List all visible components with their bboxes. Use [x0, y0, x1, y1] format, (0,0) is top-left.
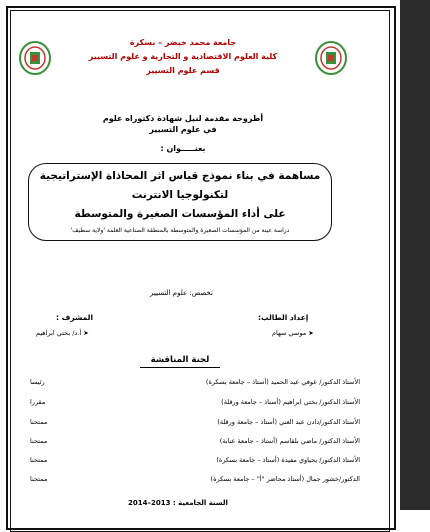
university-logo-left [18, 40, 52, 76]
arrow-bullet-icon: ➤ [308, 329, 314, 337]
supervisor-name [36, 329, 89, 337]
committee-title-underline [140, 367, 220, 368]
student-label: إعداد الطالب: [258, 313, 309, 322]
viewer-side-panel [400, 0, 430, 510]
committee-member-role: رئيسا [30, 378, 45, 386]
committee-member-name: الأستاذ الدكتور/دادن عبد الغني (أستاذ – جامعة ورقلة) [217, 418, 360, 426]
thesis-field: في علوم التسيير [149, 125, 217, 134]
specialization: تخصص: علوم التسيير [150, 289, 213, 297]
title-label: بعنـــــوان : [160, 144, 206, 153]
university-logo-right [314, 40, 348, 76]
committee-member-name: الدكتور/خشور جمال (أستاذ محاضر "أ" – جامعة بسكرة) [210, 475, 360, 483]
arrow-bullet-icon: ➤ [83, 329, 89, 337]
faculty-name: كلية العلوم الاقتصادية و التجارية و علوم التسيير [88, 52, 278, 61]
committee-member-role: ممتحنا [30, 437, 48, 445]
committee-row [30, 398, 360, 410]
department-name: قسم علوم التسيير [146, 66, 220, 75]
committee-member-role: ممتحنا [30, 475, 48, 483]
committee-row [30, 418, 360, 430]
thesis-subtitle: دراسة عينة من المؤسسات الصغيرة والمتوسطة بالمنطقة الصناعية العلمة 'ولاية سطيف' [70, 227, 290, 234]
committee-row [30, 456, 360, 468]
committee-member-role: مقررا [30, 398, 46, 406]
committee-row [30, 475, 360, 487]
student-name [272, 329, 314, 337]
committee-member-role: ممتحنا [30, 456, 48, 464]
supervisor-label: المشرف : [56, 313, 94, 322]
committee-row [30, 437, 360, 449]
committee-member-name: الأستاذ الدكتور/ عوفي عبد الحميد (أستاذ – جامعة بسكرة) [205, 378, 360, 386]
committee-member-name: الأستاذ الدكتور/ يحياوي مفيدة (أستاذ – جامعة بسكرة) [216, 456, 360, 464]
committee-member-role: ممتحنا [30, 418, 48, 426]
thesis-type: أطروحة مقدمة لنيل شهادة دكتوراه علوم [102, 114, 264, 123]
student-name-text: موسي سهام [272, 329, 307, 337]
thesis-title-line-1: مساهمة في بناء نموذج قياس اثر المحاذاة الإستراتيجية [39, 170, 321, 182]
supervisor-name-text: أ.د/ بختي ابراهيم [36, 329, 82, 337]
page-border-inner [10, 10, 390, 532]
committee-row [30, 378, 360, 390]
thesis-title-line-3: على أداء المؤسسات الصغيرة والمتوسطة [74, 208, 286, 220]
committee-member-name: الأستاذ الدكتور/ ماضي بلقاسم (أستاذ – جامعة عنابة) [219, 437, 360, 445]
thesis-title-line-2: لتكنولوجيا الانترنت [131, 189, 229, 201]
academic-year: السنة الجامعية : 2013–2014 [128, 499, 228, 507]
committee-member-name: الأستاذ الدكتور/ بختي ابراهيم (أستاذ – جامعة ورقلة) [221, 398, 360, 406]
university-name: جامعة محمد خيضر – بسكرة [129, 38, 237, 47]
committee-title: لجنة المناقشة [150, 355, 210, 365]
